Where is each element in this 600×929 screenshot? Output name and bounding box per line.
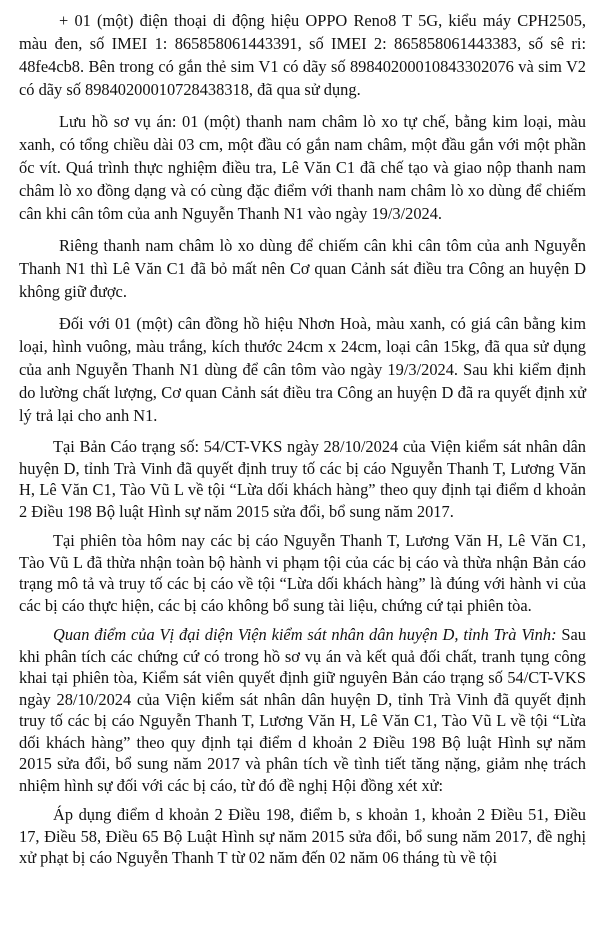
- paragraph-text: Lưu hồ sơ vụ án: 01 (một) thanh nam châm lò xo tự chế, bằng kim loại, màu xanh, có tổng chiều dài 03 cm, một đầu có gắn nam châm, một đầu gắn với một phần ốc vít. Quá trình thực nghiệm điều tra, Lê Văn C1 đã chế tạo và giao nộp thanh nam châm lò xo đồng dạng và có cùng đặc điểm với thanh nam châm lò xo dùng để chiếm cân khi cân tôm của anh Nguyễn Thanh N1 vào ngày 19/3/2024.: [19, 112, 586, 223]
- paragraph-lost-magnet: [19, 234, 586, 303]
- paragraph-text: Áp dụng điểm d khoản 2 Điều 198, điểm b, s khoản 1, khoản 2 Điều 51, Điều 17, Điều 58, Điều 65 Bộ Luật Hình sự năm 2015 sửa đổi, bổ sung năm 2017, đề nghị xử phạt bị cáo Nguyễn Thanh T từ 02 năm đến 02 năm 06 tháng tù về tội: [19, 805, 586, 867]
- paragraph-sentencing-proposal: [19, 804, 586, 869]
- paragraph-lead: Quan điểm của Vị đại diện Viện kiểm sát nhân dân huyện D, tỉnh Trà Vinh:: [53, 625, 557, 644]
- paragraph-case-file-magnet: [19, 110, 586, 225]
- paragraph-text: Tại phiên tòa hôm nay các bị cáo Nguyễn Thanh T, Lương Văn H, Lê Văn C1, Tào Vũ L đã thừa nhận toàn bộ hành vi phạm tội của các bị cáo và thừa nhận Bản cáo trạng mô tả và truy tố các bị cáo về tội “Lừa dối khách hàng” là đúng với hành vi của các bị cáo thực hiện, các bị cáo không bổ sung tài liệu, chứng cứ tại phiên tòa.: [19, 531, 586, 615]
- paragraph-text: Đối với 01 (một) cân đồng hồ hiệu Nhơn Hoà, màu xanh, có giá cân bằng kim loại, hình vuông, màu trắng, kích thước 24cm x 24cm, loại cân 15kg, đã qua sử dụng của anh Nguyễn Thanh N1 dùng để cân tôm vào ngày 19/3/2024. Sau khi kiểm định do lường chất lượng, Cơ quan Cảnh sát điều tra Công an huyện D đã ra quyết định xử lý trả lại cho anh N1.: [19, 314, 586, 425]
- paragraph-text: Tại Bản Cáo trạng số: 54/CT-VKS ngày 28/10/2024 của Viện kiểm sát nhân dân huyện D, tỉnh Trà Vinh đã quyết định truy tố các bị cáo Nguyễn Thanh T, Lương Văn H, Lê Văn C1, Tào Vũ L về tội “Lừa dối khách hàng” theo quy định tại điểm d khoản 2 Điều 198 Bộ luật Hình sự năm 2015 sửa đổi, bổ sung năm 2017.: [19, 437, 586, 521]
- paragraph-indictment: [19, 436, 586, 522]
- paragraph-scale: [19, 312, 586, 427]
- paragraph-text: + 01 (một) điện thoại di động hiệu OPPO Reno8 T 5G, kiểu máy CPH2505, màu đen, số IMEI 1: 865858061443391, số IMEI 2: 865858061443383, số sê ri: 48fe4cb8. Bên trong có gắn thẻ sim V1 có dãy số 89840200010843302076 và sim V2 có dãy số 89840200010728438318, đã qua sử dụng.: [19, 11, 586, 99]
- paragraph-court-session: [19, 530, 586, 616]
- paragraph-evidence-phone: [19, 9, 586, 101]
- paragraph-text: Sau khi phân tích các chứng cứ có trong hồ sơ vụ án và kết quả đối chất, tranh tụng công khai tại phiên tòa, Kiểm sát viên quyết định giữ nguyên Bản cáo trạng số 54/CT-VKS ngày 28/10/2024 của Viện kiểm sát nhân dân huyện D, tỉnh Trà Vinh đã quyết định truy tố các bị cáo Nguyễn Thanh T, Lương Văn H, Lê Văn C1, Tào Vũ L về tội “Lừa dối khách hàng” theo quy định tại điểm d khoản 2 Điều 198 Bộ luật Hình sự năm 2015 sửa đổi, bổ sung năm 2017 và phân tích về tình tiết tăng nặng, giảm nhẹ trách nhiệm hình sự đối với các bị cáo, từ đó đề nghị Hội đồng xét xử:: [19, 625, 587, 795]
- paragraph-prosecutor-view: [19, 624, 586, 796]
- paragraph-text: Riêng thanh nam châm lò xo dùng để chiếm cân khi cân tôm của anh Nguyễn Thanh N1 thì Lê Văn C1 đã bỏ mất nên Cơ quan Cảnh sát điều tra Công an huyện D không giữ được.: [19, 236, 586, 301]
